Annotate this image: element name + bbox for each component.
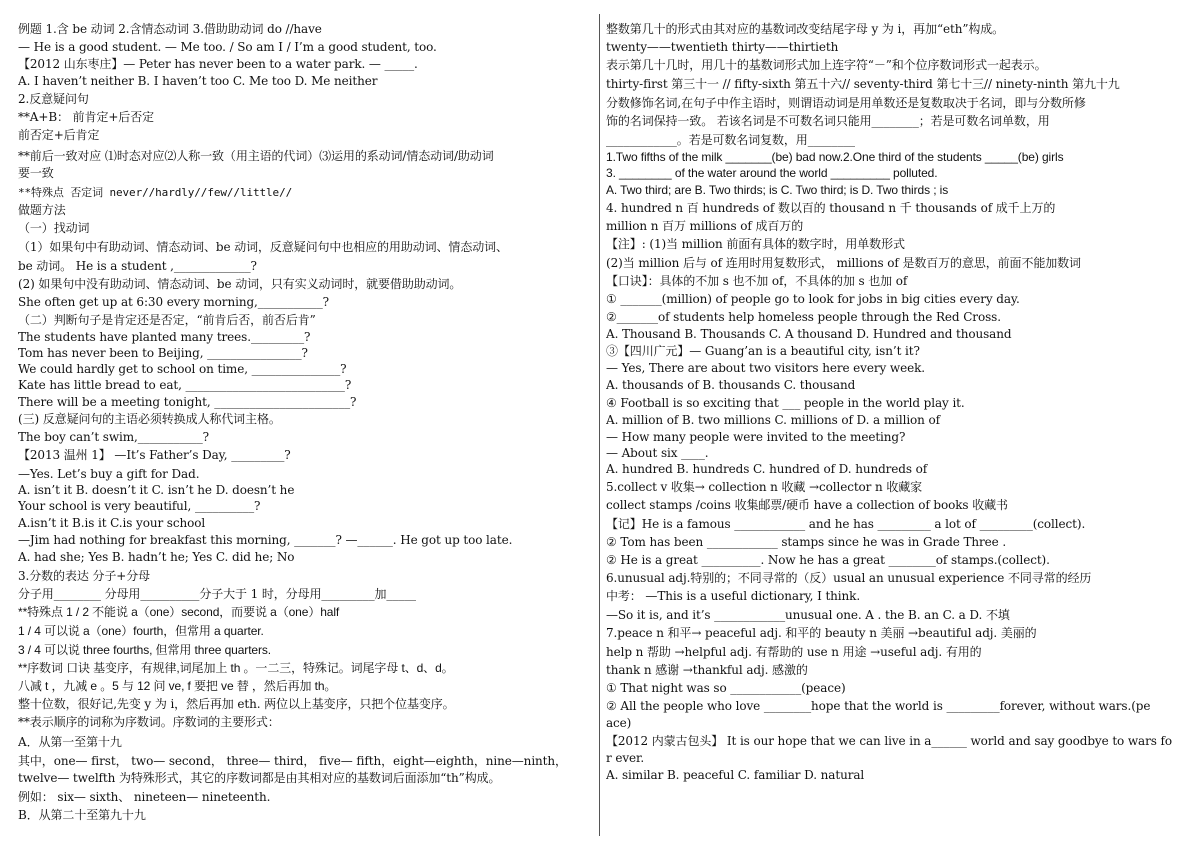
text-line: A. Two third; are B. Two thirds; is C. Two third; is D. Two thirds ; is [606,183,949,197]
text-line: 7.peace n 和平→ peaceful adj. 和平的 beauty n 美丽 →beautiful adj. 美丽的 [606,626,1037,640]
text-line: r ever. [606,751,645,765]
text-line: (2) 如果句中没有助动词、情态动词、be 动词，只有实义动词时，就要借助助动词。 [18,277,462,291]
text-line: 例如： six— sixth、 nineteen— nineteenth. [18,790,271,804]
text-line: 中考： —This is a useful dictionary, I think. [606,589,861,603]
text-line: —Yes. Let’s buy a gift for Dad. [18,467,200,481]
text-line: 1 / 4 可以说 a（one）fourth，但常用 a quarter. [18,624,264,638]
text-line: （1）如果句中有助动词、情态动词、be 动词，反意疑问句中也相应的用助动词、情态动词、 [18,240,508,254]
text-line: 例题 1.含 be 动词 2.含情态动词 3.借助助动词 do //have [18,22,322,36]
text-line: 其中，one— first， two— second， three— third， five— fifth，eight—eighth，nine—ninth， [18,754,567,768]
text-line: twenty——twentieth thirty——thirtieth [606,40,839,54]
text-line: 分子用________ 分母用__________分子大于 1 时，分母用_________加_____ [18,587,416,601]
text-line: 【注】: (1)当 million 前面有具体的数字时，用单数形式 [606,237,905,251]
text-line: collect stamps /coins 收集邮票/硬币 have a collection of books 收藏书 [606,498,1008,512]
text-line: — About six ____. [606,446,709,460]
text-line: 4. hundred n 百 hundreds of 数以百的 thousand n 千 thousands of 成千上万的 [606,201,1056,215]
right-column [606,0,1182,849]
text-line: 分数修饰名词,在句子中作主语时，则谓语动词是用单数还是复数取决于名词，即与分数所修 [606,96,1086,110]
text-line: 整数第几十的形式由其对应的基数词改变结尾字母 y 为 i，再加“eth”构成。 [606,22,1005,36]
text-line: 要一致 [18,166,54,180]
text-line: — Yes, There are about two visitors here every week. [606,361,925,375]
text-line: 3.分数的表达 分子+分母 [18,569,151,583]
text-line: A. similar B. peaceful C. familiar D. natural [606,768,865,782]
text-line: 【记】He is a famous ____________ and he has _________ a lot of _________(collect). [606,517,1086,531]
text-line: Kate has little bread to eat, ___________________________? [18,378,352,392]
text-line: 【口诀】：具体的不加 s 也不加 of，不具体的加 s 也加 of [606,274,908,288]
text-line: Tom has never been to Beijing, ________________? [18,346,308,360]
text-line: ① That night was so ____________(peace) [606,681,846,695]
text-line: twelve— twelfth 为特殊形式，其它的序数词都是由其相对应的基数词后面添加“th”构成。 [18,771,501,785]
text-line: A. hundred B. hundreds C. hundred of D. hundreds of [606,462,928,476]
text-line: **表示顺序的词称为序数词。序数词的主要形式： [18,715,280,729]
text-line: thank n 感谢 →thankful adj. 感激的 [606,663,808,677]
text-line: 3 / 4 可以说 three fourths, 但常用 three quarters. [18,643,272,657]
text-line: Your school is very beautiful, __________? [18,499,261,513]
text-line: ②_______of students help homeless people through the Red Cross. [606,310,1001,324]
text-line: A. million of B. two millions C. millions of D. a million of [606,413,940,427]
text-line: A. Thousand B. Thousands C. A thousand D. Hundred and thousand [606,327,1012,341]
text-line: 表示第几十几时，用几十的基数词形式加上连字符“－”和个位序数词形式一起表示。 [606,58,1047,72]
text-line: 前否定+后肯定 [18,128,100,142]
text-line: 饰的名词保持一致。 若该名词是不可数名词只能用________；若是可数名词单数，用 [606,114,1050,128]
text-line: The boy can’t swim,___________? [18,430,209,444]
text-line: — How many people were invited to the meeting? [606,430,906,444]
text-line: —So it is, and it’s ____________unusual one. A . the B. an C. a D. 不填 [606,608,1010,622]
text-line: 【2012 山东枣庄】— Peter has never been to a water park. — _____. [18,57,418,71]
text-line: The students have planted many trees._________? [18,330,311,344]
text-line: 3. ________ of the water around the world _________ polluted. [606,166,938,180]
text-line: A. had she; Yes B. hadn’t he; Yes C. did he; No [18,550,295,564]
text-line: A.isn’t it B.is it C.is your school [18,516,206,530]
text-line: ② Tom has been ____________ stamps since he was in Grade Three . [606,535,1007,549]
text-line: A. isn’t it B. doesn’t it C. isn’t he D. doesn’t he [18,483,295,497]
text-line: —Jim had nothing for breakfast this morning, _______? —______. He got up too late. [18,533,513,547]
text-line: — He is a good student. — Me too. / So am I / I’m a good student, too. [18,40,437,54]
text-line: （一）找动词 [18,221,90,235]
text-line: **特殊点 1 / 2 不能说 a（one）second，而要说 a（one）half [18,605,340,619]
text-line: 1.Two fifths of the milk _______(be) bad now.2.One third of the students _____(be) girls [606,150,1064,164]
text-line: ace) [606,716,632,730]
text-line: 【2012 内蒙古包头】 It is our hope that we can live in a______ world and say goodbye to wars fo [606,734,1172,748]
text-line: We could hardly get to school on time, _______________? [18,362,347,376]
text-line: There will be a meeting tonight, _______________________? [18,395,357,409]
text-line: 做题方法 [18,203,66,217]
text-line: **前后一致对应 ⑴时态对应⑵人称一致（用主语的代词）⑶运用的系动词/情态动词/助动词 [18,149,494,163]
text-line: help n 帮助 →helpful adj. 有帮助的 use n 用途 →useful adj. 有用的 [606,645,982,659]
text-line: (三) 反意疑问句的主语必须转换成人称代词主格。 [18,412,281,426]
text-line: 八减 t ，九减 e 。5 与 12 问 ve, f 要把 ve 替 ，然后再加 th。 [18,679,337,693]
text-line: （二）判断句子是肯定还是否定，“前肯后否，前否后肯” [18,313,316,327]
text-line: thirty-first 第三十一 // fifty-sixth 第五十六// seventy-third 第七十三// ninety-ninth 第九十九 [606,77,1120,91]
column-divider [599,14,600,836]
text-line: **A+B： 前肯定+后否定 [18,110,155,124]
text-line: (2)当 million 后与 of 连用时用复数形式， millions of 是数百万的意思，前面不能加数词 [606,256,1081,270]
text-line: 【2013 温州 1】 —It’s Father’s Day, _________? [18,448,291,462]
text-line: be 动词。 He is a student ,_____________? [18,259,257,273]
text-line: A．从第一至第十九 [18,735,122,749]
text-line: A. I haven’t neither B. I haven’t too C. Me too D. Me neither [18,74,378,88]
text-line: **特殊点 否定词 never//hardly//few//little// [18,186,293,199]
text-line: 5.collect v 收集→ collection n 收藏 →collector n 收藏家 [606,480,923,494]
text-line: ③【四川广元】— Guang’an is a beautiful city, isn’t it? [606,344,920,358]
left-column [18,0,596,849]
text-line: ④ Football is so exciting that ___ people in the world play it. [606,396,965,410]
text-line: 2.反意疑问句 [18,92,89,106]
text-line: ② He is a great __________. Now he has a great ________of stamps.(collect). [606,553,1050,567]
text-line: ____________。若是可数名词复数，用________ [606,133,855,147]
text-line: ① _______(million) of people go to look for jobs in big cities every day. [606,292,1020,306]
text-line: A. thousands of B. thousands C. thousand [606,378,856,392]
text-line: **序数词 口诀 基变序，有规律,词尾加上 th 。一二三，特殊记。词尾字母 t、d、d。 [18,661,454,675]
text-line: B．从第二十至第九十九 [18,808,146,822]
text-line: ② All the people who love ________hope that the world is _________forever, without wars.(pe [606,699,1151,713]
text-line: 整十位数，很好记,先变 y 为 i，然后再加 eth. 两位以上基变序，只把个位基变序。 [18,697,455,711]
text-line: She often get up at 6:30 every morning,___________? [18,295,329,309]
text-line: million n 百万 millions of 成百万的 [606,219,804,233]
text-line: 6.unusual adj.特别的；不同寻常的（反）usual an unusual experience 不同寻常的经历 [606,571,1092,585]
